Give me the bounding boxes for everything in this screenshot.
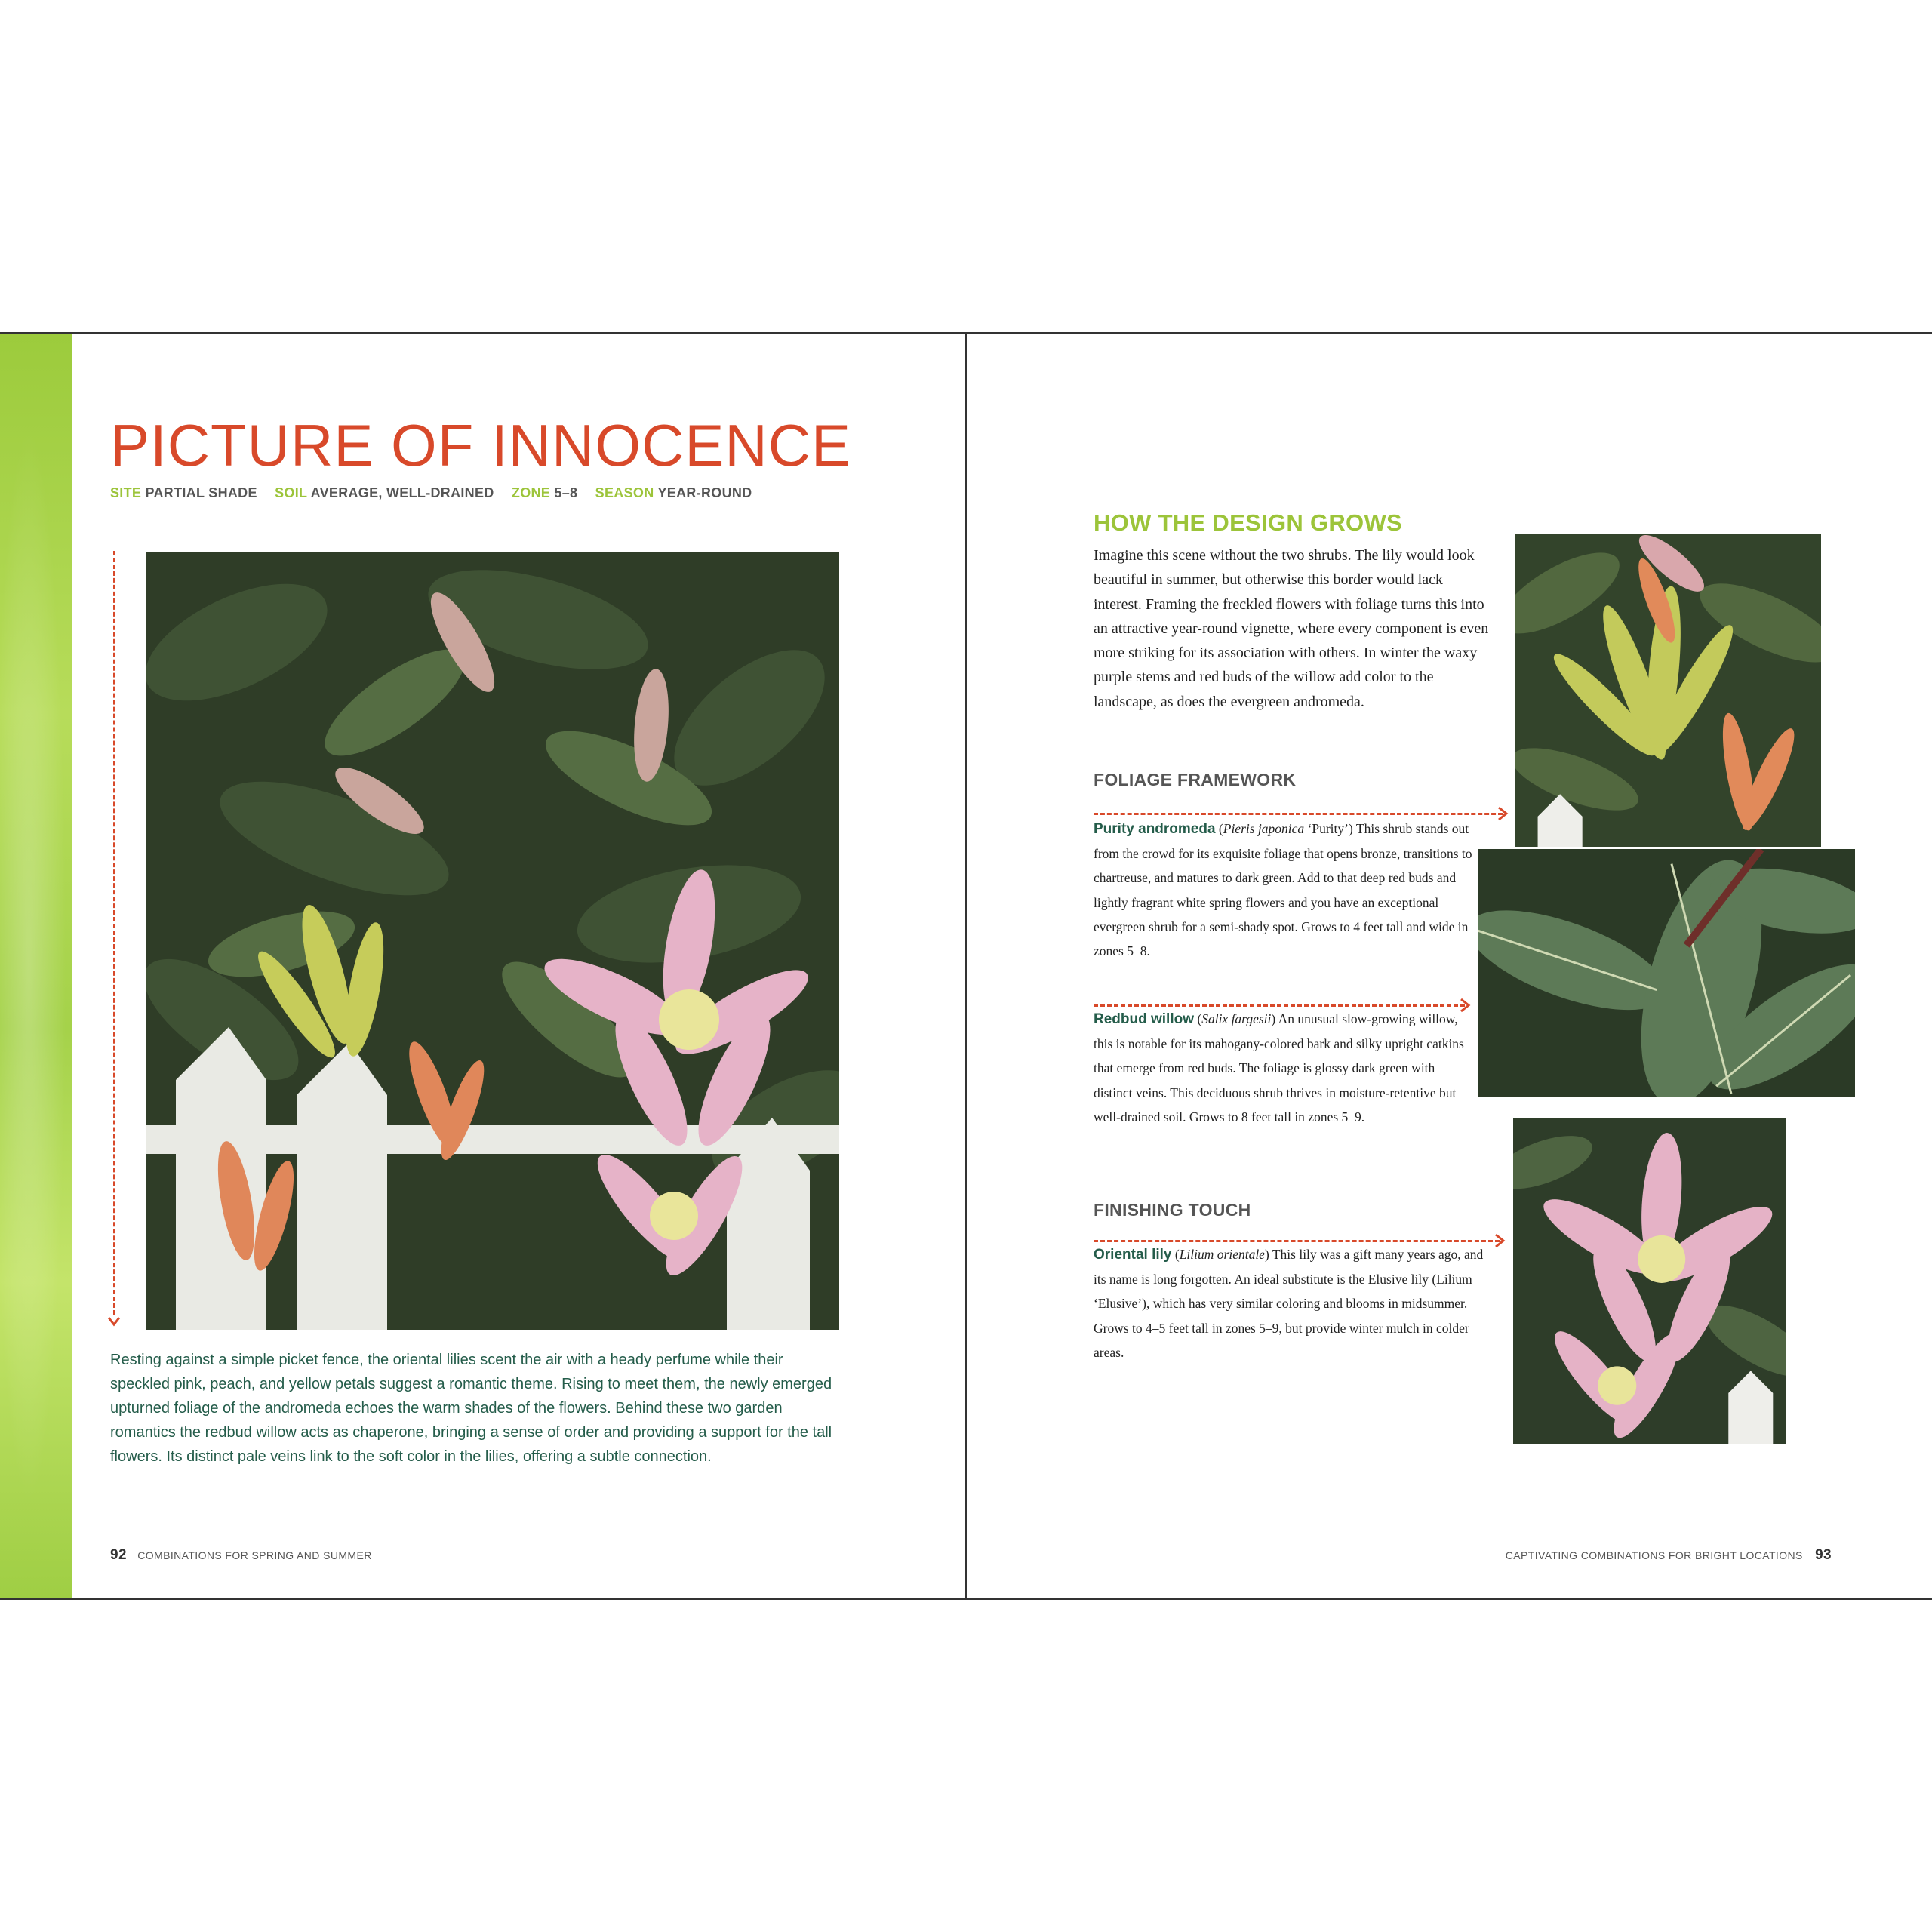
redbud-willow-photo [1475,847,1857,1099]
plant-name: Redbud willow [1094,1011,1194,1027]
folio-left [110,1547,372,1564]
dashed-guide-vertical [113,551,115,1315]
site-info-line [110,485,752,501]
left-page [0,334,965,1598]
plant-latin: Pieris japonica [1223,821,1305,836]
green-leaf-strip [0,334,72,1598]
site-key: SITE [110,485,142,500]
entry-oriental-lily: Oriental lily (Lilium orientale) This lily was a gift many years ago, and its name is long forgotten. An ideal substitute is the Elusive lily (Lilium ‘Elusive’), which has very similar coloring and blooms in midsummer. Grows to 4–5 feet tall in zones 5–9, but provide winter mulch in colder areas. [1094,1247,1484,1360]
plant-latin: Lilium orientale [1179,1247,1265,1262]
plant-latin: Salix fargesii [1201,1011,1272,1026]
running-footer-right: CAPTIVATING COMBINATIONS FOR BRIGHT LOCATIONS [1505,1549,1803,1561]
oriental-lily-photo [1511,1115,1789,1446]
photo-caption: Resting against a simple picket fence, the oriental lilies scent the air with a heady perfume while their speckled pink, peach, and yellow petals suggest a romantic theme. Rising to meet them, the newly emerged upturned foliage of the andromeda echoes the warm shades of the flowers. Behind these two garden romantics the redbud willow acts as chaperone, bringing a sense of order and providing a support for the tall flowers. Its distinct pale veins link to the soft color in the lilies, offering a subtle connection. [110,1352,832,1465]
page-number-left: 92 [110,1547,127,1563]
book-spread [0,332,1932,1600]
foliage-framework-heading: FOLIAGE FRAMEWORK [1094,770,1297,789]
plant-name: Purity andromeda [1094,821,1216,837]
plant-description: This lily was a gift many years ago, and its name is long forgotten. An ideal substitute is the Elusive lily (Lilium ‘Elusive’), which has very similar coloring and blooms in midsummer. Grows to 4–5 feet tall in zones 5–9, but provide winter mulch in colder areas. [1094,1247,1484,1360]
folio-right [1506,1547,1832,1564]
season-key: SEASON [595,485,654,500]
main-garden-photo [146,552,839,1330]
running-footer-left: COMBINATIONS FOR SPRING AND SUMMER [137,1549,372,1561]
dashed-guide-1 [1094,813,1503,815]
arrow-right-icon [1497,806,1509,821]
page-title: PICTURE OF INNOCENCE [110,412,852,478]
finishing-touch-heading: FINISHING TOUCH [1094,1200,1251,1220]
plant-cultivar: ‘Purity’ [1307,821,1349,836]
plant-name: Oriental lily [1094,1247,1172,1263]
zone-value: 5–8 [554,485,578,500]
page-number-right: 93 [1815,1547,1832,1563]
plant-description: An unusual slow-growing willow, this is notable for its mahogany-colored bark and silky upright catkins that emerge from red buds. The foliage is glossy dark green with distinct veins. This deciduous shrub thrives in moisture-retentive but well-drained soil. Grows to 8 feet tall in zones 5–9. [1094,1011,1464,1124]
arrow-down-icon [107,1315,121,1328]
season-value: YEAR-ROUND [657,485,752,500]
design-heading: HOW THE DESIGN GROWS [1094,509,1402,536]
entry-purity-andromeda: Purity andromeda (Pieris japonica ‘Purity’) This shrub stands out from the crowd for its exquisite foliage that opens bronze, transitions to chartreuse, and matures to dark green. Add to that deep red buds and lightly fragrant white spring flowers and you have an exceptional evergreen shrub for a semi-shady spot. Grows to 4 feet tall and wide in zones 5–8. [1094,821,1472,959]
soil-key: SOIL [275,485,307,500]
arrow-right-icon [1494,1233,1506,1248]
site-value: PARTIAL SHADE [145,485,257,500]
entry-redbud-willow: Redbud willow (Salix fargesii) An unusual slow-growing willow, this is notable for its mahogany-colored bark and silky upright catkins that emerge from red buds. The foliage is glossy dark green with distinct veins. This deciduous shrub thrives in moisture-retentive but well-drained soil. Grows to 8 feet tall in zones 5–9. [1094,1011,1464,1124]
intro-paragraph: Imagine this scene without the two shrubs. The lily would look beautiful in summer, but otherwise this border would lack interest. Framing the freckled flowers with foliage turns this into an attractive year-round vignette, where every component is even more striking for its association with others. In winter the waxy purple stems and red buds of the willow add color to the landscape, as does the evergreen andromeda. [1094,547,1489,710]
right-page [967,334,1932,1598]
zone-key: ZONE [511,485,551,500]
plant-description: This shrub stands out from the crowd for its exquisite foliage that opens bronze, transitions to chartreuse, and matures to dark green. Add to that deep red buds and lightly fragrant white spring flowers and you have an exceptional evergreen shrub for a semi-shady spot. Grows to 4 feet tall and wide in zones 5–8. [1094,821,1472,959]
soil-value: AVERAGE, WELL-DRAINED [310,485,494,500]
andromeda-photo [1513,531,1823,863]
